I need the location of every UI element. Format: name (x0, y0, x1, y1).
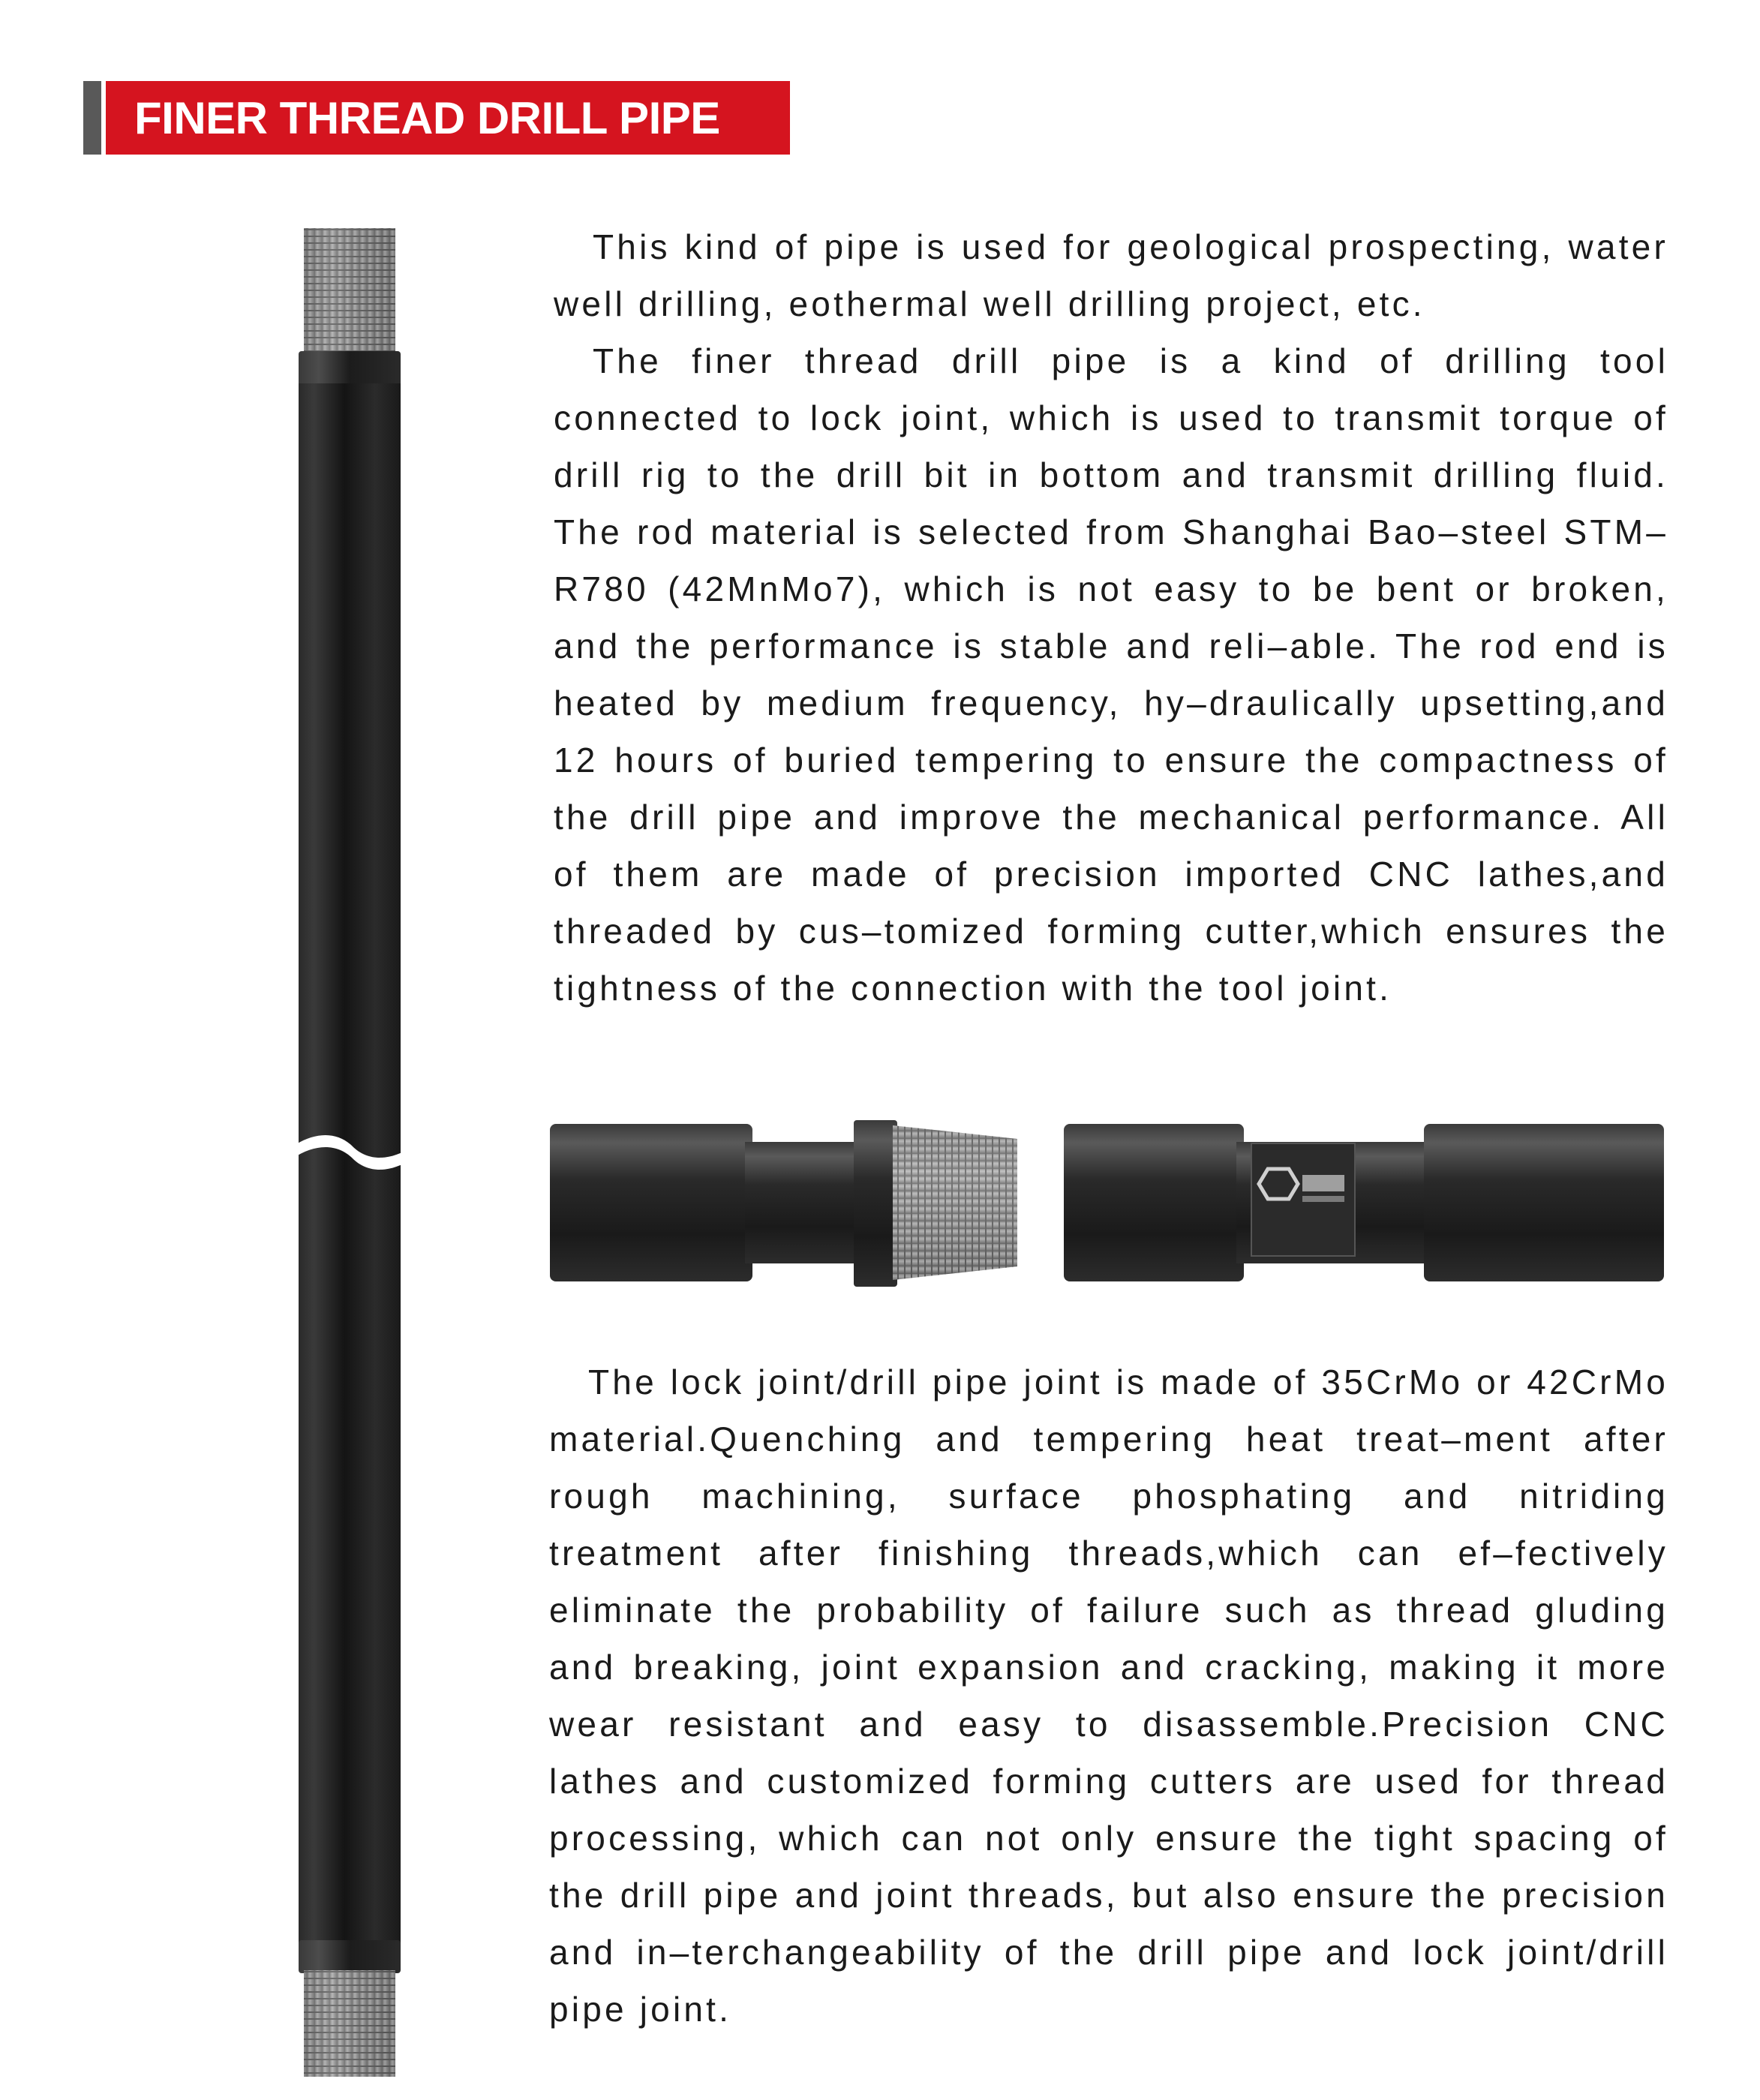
intro-text (554, 218, 1668, 1017)
header-title-box (106, 81, 790, 155)
page-title: FINER THREAD DRILL PIPE (134, 92, 720, 143)
lock-joint-illustration (546, 1109, 1671, 1296)
intro-paragraph-2: The finer thread drill pipe is a kind of drilling tool connected to lock joint, which is used to transmit torque of drill rig to the drill bit in bottom and transmit drilling fluid. The rod material is selected from Shanghai Bao–steel STM–R780 (42MnMo7), which is not easy to be bent or broken, and the performance is stable and reli–able. The rod end is heated by medium frequency, hy–draulically upsetting,and 12 hours of buried tempering to ensure the compactness of the drill pipe and improve the mechanical performance. All of them are made of precision imported CNC lathes,and threaded by cus–tomized forming cutter,which ensures the tightness of the connection with the tool joint. (554, 341, 1668, 1008)
lock-joint-paragraph: The lock joint/drill pipe joint is made of 35CrMo or 42CrMo material.Quenching and tempering heat treat–ment after rough machining, surface phosphating and nitriding treatment after finishing threads,which can ef–fectively eliminate the probability of failure such as thread gluding and breaking, joint expansion and cracking, making it more wear resistant and easy to disassemble.Precision CNC lathes and customized forming cutters are used for thread processing, which can not only ensure the tight spacing of the drill pipe and joint threads, but also ensure the precision and in–terchangeability of the drill pipe and lock joint/drill pipe joint. (549, 1362, 1668, 2029)
section-header (83, 81, 790, 155)
header-accent-bar (83, 81, 101, 155)
drill-pipe-illustration (285, 222, 420, 2083)
lock-joint-text (549, 1353, 1668, 2038)
brand-logo-icon (1251, 1143, 1355, 1256)
intro-paragraph-1: This kind of pipe is used for geological prospecting, water well drilling, eothermal well drilling project, etc. (554, 227, 1668, 323)
